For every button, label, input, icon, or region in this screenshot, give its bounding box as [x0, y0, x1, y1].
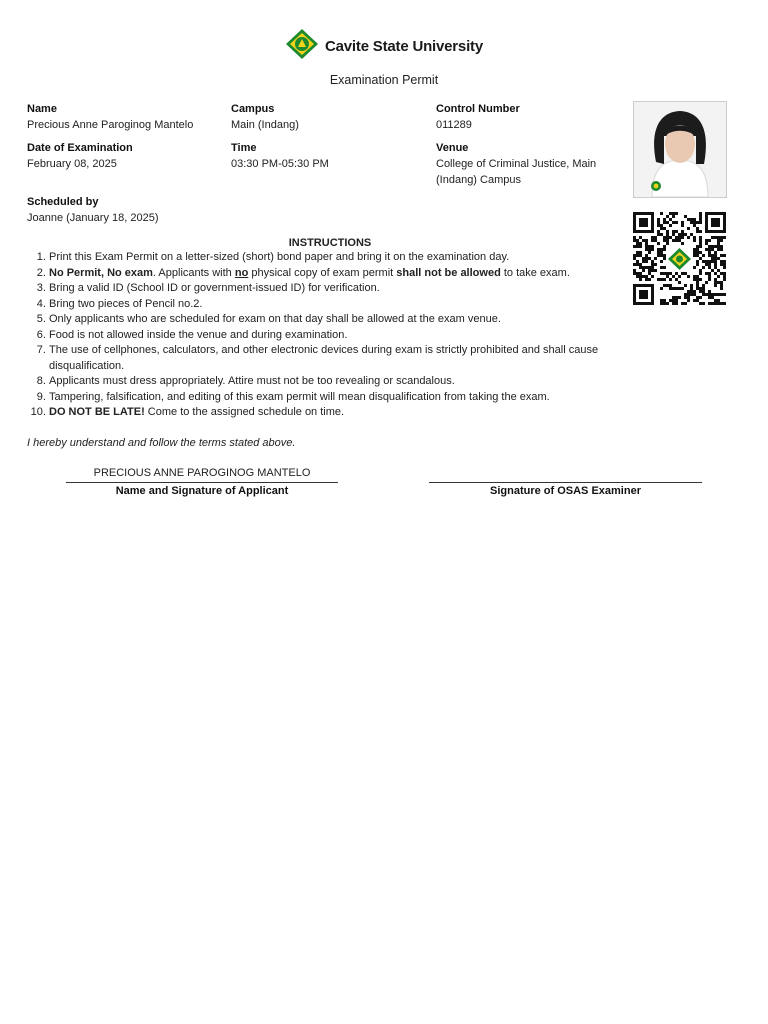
instruction-item: 1. Print this Exam Permit on a letter-sized (short) bond paper and bring it on the examination day. — [49, 250, 637, 266]
instruction-item: 8. Applicants must dress appropriately. Attire must not be too revealing or scandalous. — [49, 374, 637, 390]
name-field — [27, 101, 193, 133]
examiner-signature-line — [429, 482, 702, 483]
document-title: Examination Permit — [329, 73, 439, 87]
instruction-item: 7. The use of cellphones, calculators, and other electronic devices during exam is strictly prohibited and shall cause disqualification. — [49, 343, 637, 374]
applicant-photo — [633, 101, 727, 198]
campus-label: Campus — [231, 103, 275, 115]
time-label: Time — [231, 142, 257, 154]
instruction-item: 9. Tampering, falsification, and editing of this exam permit will mean disqualification from taking the exam. — [49, 390, 637, 406]
instruction-item: 6. Food is not allowed inside the venue and during examination. — [49, 328, 637, 344]
qr-code-icon — [633, 212, 726, 306]
venue-value-line2: (Indang) Campus — [436, 174, 521, 186]
campus-value: Main (Indang) — [231, 119, 299, 131]
venue-label: Venue — [436, 142, 469, 154]
date-label: Date of Examination — [27, 142, 133, 154]
control-number-label: Control Number — [436, 103, 520, 115]
instruction-item: 3. Bring a valid ID (School ID or government-issued ID) for verification. — [49, 281, 637, 297]
control-number-value: 011289 — [436, 119, 472, 131]
applicant-printed-name: PRECIOUS ANNE PAROGINOG MANTELO — [93, 467, 311, 479]
scheduled-value: Joanne (January 18, 2025) — [27, 212, 159, 224]
agreement-statement: I hereby understand and follow the terms stated above. — [27, 437, 296, 449]
applicant-signature-caption: Name and Signature of Applicant — [115, 485, 289, 497]
instruction-item: 5. Only applicants who are scheduled for exam on that day shall be allowed at the exam venue. — [49, 312, 637, 328]
header — [0, 28, 768, 87]
campus-field — [231, 101, 299, 133]
time-value: 03:30 PM-05:30 PM — [231, 158, 329, 170]
time-field — [231, 140, 329, 172]
instruction-item: 10. DO NOT BE LATE! Come to the assigned schedule on time. — [49, 405, 637, 421]
instruction-item: 2. No Permit, No exam. Applicants with no physical copy of exam permit shall not be allowed to take exam. — [49, 266, 637, 282]
name-value: Precious Anne Paroginog Mantelo — [27, 119, 194, 131]
brand — [285, 28, 483, 65]
venue-value-line1: College of Criminal Justice, Main — [436, 158, 597, 170]
examiner-signature-caption: Signature of OSAS Examiner — [490, 485, 641, 497]
instructions-title: INSTRUCTIONS — [288, 237, 372, 249]
date-value: February 08, 2025 — [27, 158, 117, 170]
examiner-signature-block — [429, 467, 702, 497]
scheduled-field — [27, 194, 158, 226]
applicant-signature-line — [66, 482, 338, 483]
instructions-section — [27, 237, 637, 421]
scheduled-label: Scheduled by — [27, 196, 99, 208]
instructions-list — [27, 250, 637, 421]
control-number-field — [436, 101, 520, 133]
instruction-item: 4. Bring two pieces of Pencil no.2. — [49, 297, 637, 313]
venue-field — [436, 140, 596, 188]
university-name: Cavite State University — [325, 38, 483, 55]
applicant-signature-block — [66, 467, 338, 497]
name-label: Name — [27, 103, 57, 115]
date-field — [27, 140, 133, 172]
university-seal-icon — [285, 28, 319, 65]
